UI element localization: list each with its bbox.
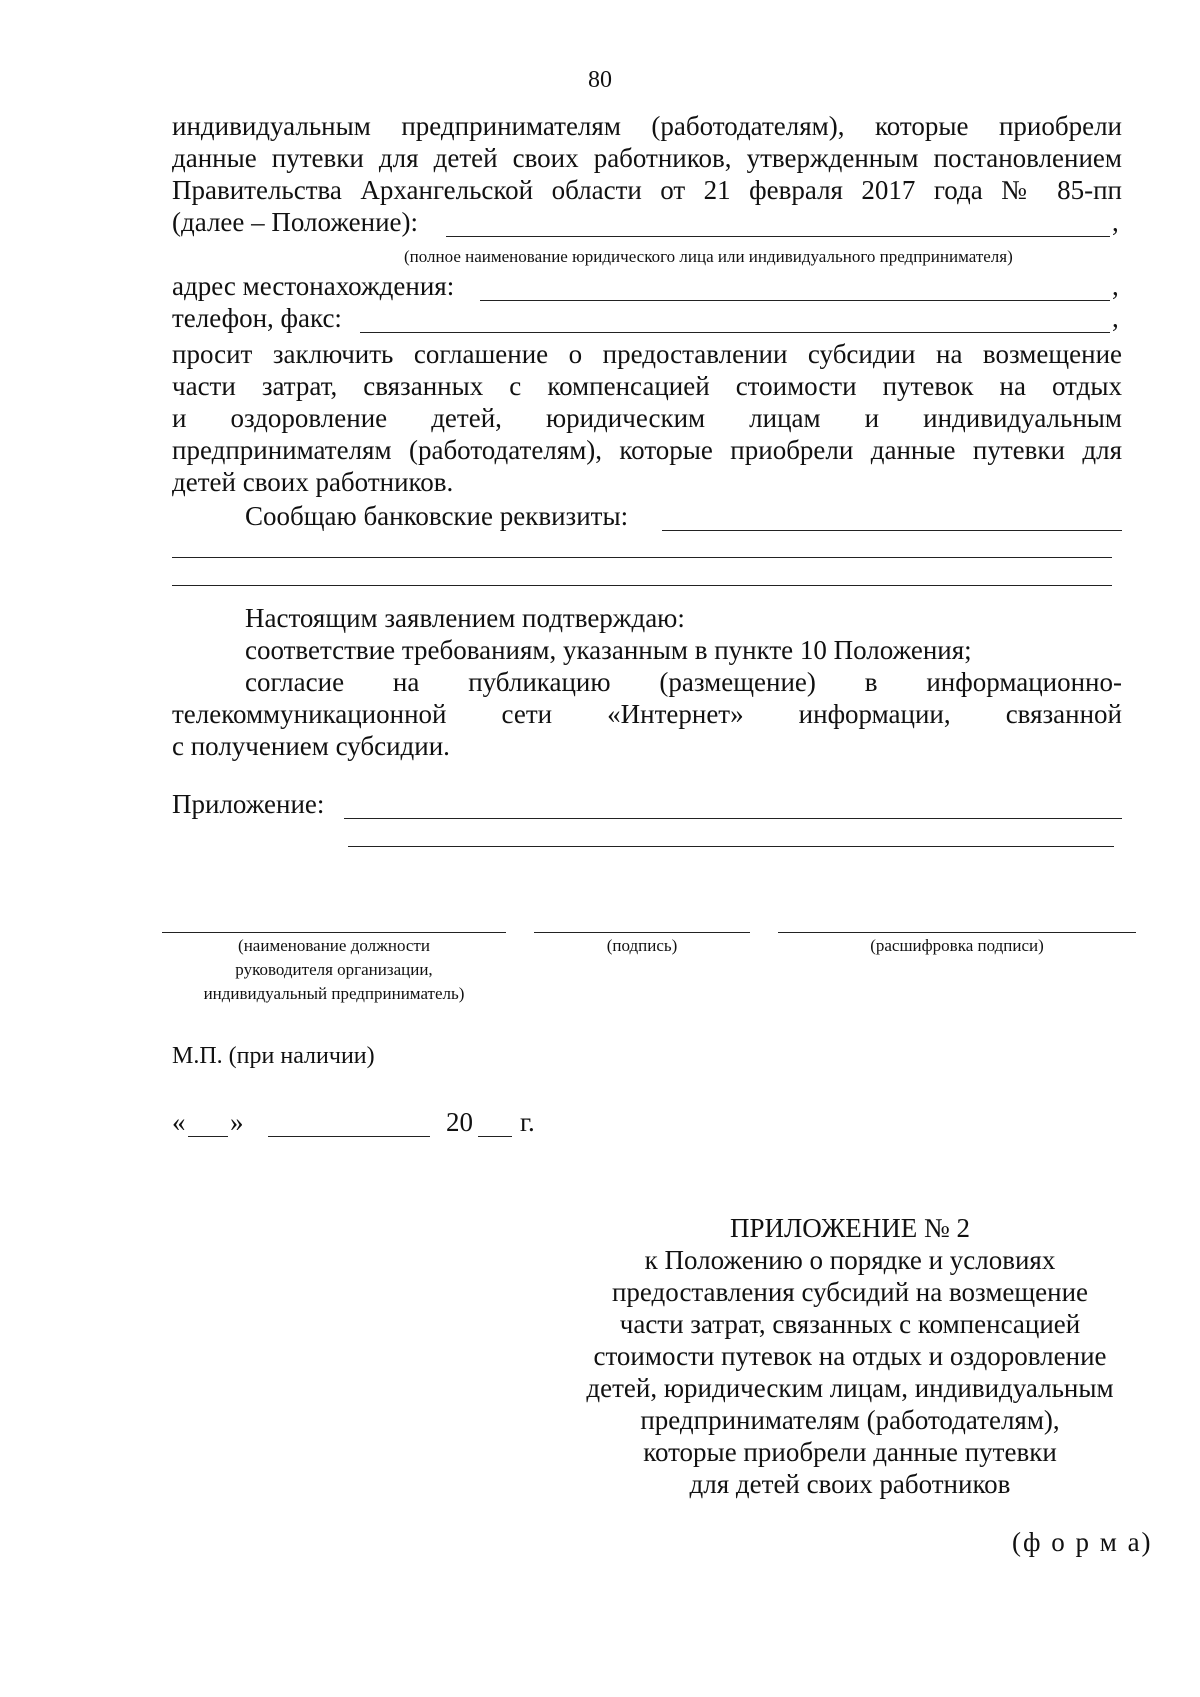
- intro-line-2: данные путевки для детей своих работников, утвержденным постановлением: [172, 143, 1122, 173]
- appendix-title: ПРИЛОЖЕНИЕ № 2: [729, 1213, 971, 1243]
- stamp-label: М.П. (при наличии): [172, 1043, 375, 1069]
- date-month-line[interactable]: [268, 1136, 430, 1137]
- request-line-3: и оздоровление детей, юридическим лицам и индивидуальным: [172, 403, 1122, 433]
- phone-field-line[interactable]: [360, 332, 1110, 333]
- request-line-2: части затрат, связанных с компенсацией стоимости путевок на отдых: [172, 371, 1122, 401]
- date-year-line[interactable]: [478, 1136, 512, 1137]
- appendix-line-7: которые приобрели данные путевки: [643, 1437, 1057, 1467]
- appendix-line-6: предпринимателям (работодателям),: [640, 1405, 1060, 1435]
- decoding-caption: (расшифровка подписи): [870, 936, 1044, 955]
- bank-label: Сообщаю банковские реквизиты:: [245, 501, 629, 531]
- signature-caption: (подпись): [606, 936, 678, 955]
- date-suffix: г.: [520, 1107, 535, 1137]
- date-century: 20: [446, 1107, 473, 1137]
- intro-line-1: индивидуальным предпринимателям (работодателям), которые приобрели: [172, 111, 1122, 141]
- request-line-5: детей своих работников.: [172, 467, 454, 497]
- attachment-field-line-1[interactable]: [344, 818, 1122, 819]
- position-caption-3: индивидуальный предприниматель): [203, 984, 465, 1003]
- appendix-line-5: детей, юридическим лицам, индивидуальным: [586, 1373, 1114, 1403]
- confirm-title: Настоящим заявлением подтверждаю:: [245, 603, 685, 633]
- appendix-line-3: части затрат, связанных с компенсацией: [619, 1309, 1081, 1339]
- position-caption-2: руководителя организации,: [235, 960, 433, 979]
- bank-field-line-3[interactable]: [172, 585, 1112, 586]
- appendix-line-2: предоставления субсидий на возмещение: [611, 1277, 1089, 1307]
- bank-field-line-2[interactable]: [172, 557, 1112, 558]
- confirm-item-2-line-2: телекоммуникационной сети «Интернет» информации, связанной: [172, 699, 1122, 729]
- attachment-label: Приложение:: [172, 789, 325, 819]
- confirm-item-2-line-1: согласие на публикацию (размещение) в информационно-: [245, 667, 1122, 697]
- date-day-line[interactable]: [188, 1136, 228, 1137]
- date-close-quote: »: [230, 1107, 244, 1137]
- fullname-hint: (полное наименование юридического лица или индивидуального предпринимателя): [404, 247, 1013, 266]
- date-open-quote: «: [172, 1107, 186, 1137]
- fullname-field-line[interactable]: [446, 236, 1110, 237]
- attachment-field-line-2[interactable]: [348, 846, 1114, 847]
- request-line-4: предпринимателям (работодателям), которые приобрели данные путевки для: [172, 435, 1122, 465]
- comma-2: ,: [1112, 271, 1119, 301]
- position-sign-line[interactable]: [162, 932, 506, 933]
- request-line-1: просит заключить соглашение о предоставлении субсидии на возмещение: [172, 339, 1122, 369]
- intro-line-3: Правительства Архангельской области от 21 февраля 2017 года № 85-пп: [172, 175, 1122, 205]
- confirm-item-2-line-3: с получением субсидии.: [172, 731, 450, 761]
- bank-field-line-1[interactable]: [662, 530, 1122, 531]
- address-label: адрес местонахождения:: [172, 271, 455, 301]
- address-field-line[interactable]: [480, 300, 1110, 301]
- phone-label: телефон, факс:: [172, 303, 342, 333]
- appendix-line-4: стоимости путевок на отдых и оздоровление: [593, 1341, 1107, 1371]
- comma-3: ,: [1112, 303, 1119, 333]
- form-label: (ф о р м а): [1012, 1527, 1153, 1557]
- signature-sign-line[interactable]: [534, 932, 750, 933]
- appendix-line-8: для детей своих работников: [689, 1469, 1011, 1499]
- confirm-item-1: соответствие требованиям, указанным в пункте 10 Положения;: [245, 635, 972, 665]
- page-number: 80: [588, 67, 612, 93]
- decoding-sign-line[interactable]: [778, 932, 1136, 933]
- comma-1: ,: [1112, 207, 1119, 237]
- appendix-line-1: к Положению о порядке и условиях: [644, 1245, 1056, 1275]
- position-caption-1: (наименование должности: [238, 936, 430, 955]
- polozhenie-label: (далее – Положение):: [172, 207, 418, 237]
